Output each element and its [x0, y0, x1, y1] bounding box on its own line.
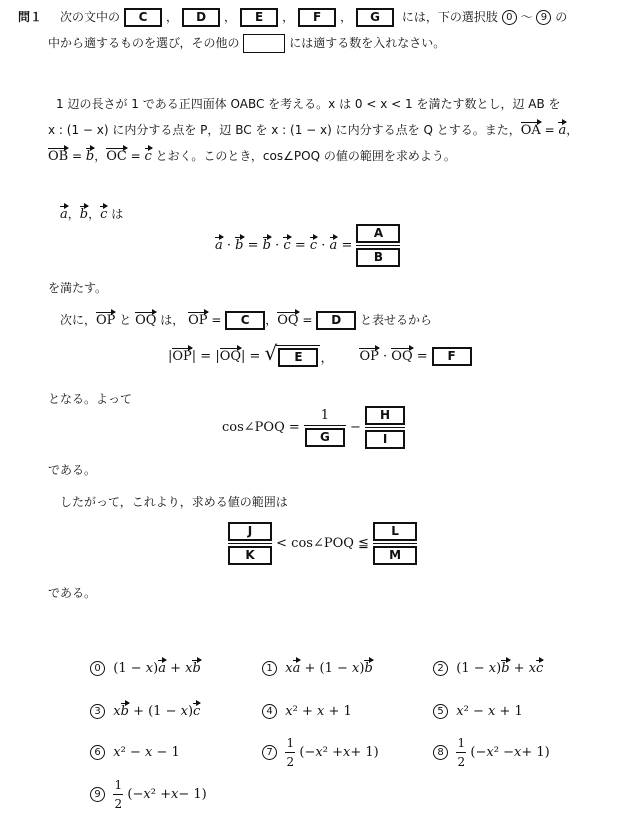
intro-a: 次の文中の	[60, 10, 121, 24]
vec-op-1: OP	[96, 313, 116, 328]
choice-1-num: 1	[262, 661, 277, 676]
vec-c-3: c	[309, 238, 318, 253]
vector-a: a	[558, 123, 567, 138]
vec-a-2: a	[215, 238, 223, 253]
intro-b: には，下の選択肢	[401, 10, 498, 24]
fraction-l-over-m	[373, 522, 417, 565]
answer-box-f[interactable]: F	[432, 347, 472, 366]
answer-box-j[interactable]: J	[228, 522, 272, 541]
vec-op-4: OP	[359, 348, 379, 364]
step-6-line: したがって，これより，求める値の範囲は	[60, 495, 288, 509]
step-3-d: と表せるから	[360, 313, 433, 327]
vector-c: c	[144, 149, 152, 164]
choice-range-from: 0	[502, 10, 517, 25]
range-middle: < cos∠POQ ≦	[276, 536, 369, 551]
cos-equation: cos∠POQ = $\frac{1}{G}$ − $\frac{H}{I}$	[222, 406, 405, 449]
vec-a-3: a	[329, 238, 338, 253]
choice-0-num: 0	[90, 661, 105, 676]
choice-6[interactable]: 6 x² − x − 1	[90, 745, 180, 760]
choice-range-to: 9	[536, 10, 551, 25]
vector-b: b	[85, 149, 95, 164]
range-inequality	[228, 522, 417, 565]
half-8: $\frac{1}{2}$	[457, 736, 466, 769]
answer-box-a[interactable]: A	[356, 224, 400, 243]
vec-b-2: b	[235, 238, 244, 253]
half-9: $\frac{1}{2}$	[114, 778, 123, 811]
choice-7[interactable]: 7 $\frac{1}{2}$ (− x ² + x + 1)	[262, 736, 379, 769]
vector-oc: OC	[106, 149, 127, 164]
step-3-line: 次に，OP と OQ は， OP = C ，OQ = D と表せるから	[60, 313, 433, 328]
choice-3[interactable]: 3 xb + (1 − x)c	[90, 704, 200, 719]
vec-a-1: a	[60, 207, 68, 222]
problem-line-2-text: x : (1 − x) に内分する点を P，辺 BC を x : (1 − x) に内分する点を Q とする。また，	[48, 123, 521, 137]
answer-box-c-header[interactable]: C	[124, 8, 162, 27]
choice-5[interactable]: 5 x² − x + 1	[433, 704, 523, 719]
vector-ob: OB	[48, 149, 69, 164]
choice-2-num: 2	[433, 661, 448, 676]
vec-oq-3: OQ	[219, 348, 242, 364]
answer-box-d-header[interactable]: D	[182, 8, 220, 27]
choice-2[interactable]: 2 (1 − x)b + xc	[433, 661, 543, 676]
fraction-a-over-b	[356, 224, 400, 267]
answer-box-f-header[interactable]: F	[298, 8, 336, 27]
problem-label: 問１	[18, 10, 43, 24]
choice-3-num: 3	[90, 704, 105, 719]
choice-9-num: 9	[90, 787, 105, 802]
answer-box-b[interactable]: B	[356, 248, 400, 267]
choice-1[interactable]: 1 xa + (1 − x)b	[262, 661, 373, 676]
vec-c-1: c	[100, 207, 108, 222]
numeric-blank-sample	[243, 34, 285, 53]
vec-b-1: b	[79, 207, 89, 222]
step-3-b: と	[119, 313, 132, 327]
answer-box-g[interactable]: G	[305, 428, 345, 447]
problem-line-2: x : (1 − x) に内分する点を P，辺 BC を x : (1 − x) に内分する点を Q とする。また，OA = a，	[48, 123, 579, 138]
choice-9[interactable]: 9 $\frac{1}{2}$ (− x ² + x − 1)	[90, 778, 207, 811]
choice-4[interactable]: 4 x² + x + 1	[262, 704, 352, 719]
answer-box-k[interactable]: K	[228, 546, 272, 565]
intro-d: の	[555, 10, 568, 24]
vec-op-3: OP	[172, 348, 192, 364]
answer-box-l[interactable]: L	[373, 522, 417, 541]
choice-5-num: 5	[433, 704, 448, 719]
answer-box-i[interactable]: I	[365, 430, 405, 449]
sqrt-e: √ E	[264, 345, 320, 367]
choice-7-num: 7	[262, 745, 277, 760]
header-line-2	[48, 34, 445, 53]
fraction-h-over-i	[365, 406, 405, 449]
half-7: $\frac{1}{2}$	[286, 736, 295, 769]
problem-line-3-text: とおく。このとき，cos∠POQ の値の範囲を求めよう。	[155, 149, 456, 163]
choice-6-num: 6	[90, 745, 105, 760]
vec-c-2: c	[283, 238, 291, 253]
answer-box-e-header[interactable]: E	[240, 8, 278, 27]
answer-box-d[interactable]: D	[316, 311, 356, 330]
vec-op-2: OP	[188, 313, 208, 328]
vec-oq-4: OQ	[391, 348, 413, 364]
choice-8-num: 8	[433, 745, 448, 760]
step-1-text: は	[111, 207, 124, 221]
step-4-line: となる。よって	[48, 392, 133, 406]
vec-oq-1: OQ	[135, 313, 157, 328]
choice-0[interactable]: 0 (1 − x)a + xb	[90, 661, 201, 676]
answer-box-e[interactable]: E	[278, 348, 318, 367]
magnitude-equation: | OP | = | OQ | = √ E ， OP · OQ = F	[168, 345, 472, 367]
problem-line-1: 1 辺の長さが 1 である正四面体 OABC を考える。x は 0 < x < 1 を満たす数とし，辺 AB を	[56, 97, 561, 111]
fraction-1-over-g	[304, 408, 346, 447]
step-1-line: a，b，c は	[60, 207, 124, 222]
answer-box-g-header[interactable]: G	[356, 8, 394, 27]
choice-4-num: 4	[262, 704, 277, 719]
dot-product-equation: a · b = b · c = c · a = $\frac{A}{B}$	[215, 224, 400, 267]
intro-c: 〜	[520, 10, 533, 24]
line2-b: には適する数を入れなさい。	[289, 36, 446, 50]
step-2-line: を満たす。	[48, 281, 108, 295]
fraction-j-over-k	[228, 522, 272, 565]
vector-oa: OA	[520, 123, 541, 138]
answer-box-c[interactable]: C	[225, 311, 265, 330]
step-3-c: は，	[160, 313, 185, 327]
vec-b-3: b	[262, 238, 271, 253]
vec-oq-2: OQ	[277, 313, 299, 328]
problem-line-3: OB = b，OC = c とおく。このとき，cos∠POQ の値の範囲を求めよう。	[48, 149, 456, 164]
answer-box-m[interactable]: M	[373, 546, 417, 565]
choice-8[interactable]: 8 $\frac{1}{2}$ (− x ² − x + 1)	[433, 736, 550, 769]
cos-label: cos∠POQ =	[222, 420, 300, 435]
step-5-line: である。	[48, 463, 97, 477]
numerator-one: 1	[320, 408, 330, 423]
step-7-line: である。	[48, 586, 97, 600]
line2-a: 中から適するものを選び，その他の	[48, 36, 240, 50]
header-line-1: 問１ 次の文中の C ， D ， E ， F ， G には，下の選択肢 0 〜 9 の	[18, 8, 567, 27]
answer-box-h[interactable]: H	[365, 406, 405, 425]
step-3-a: 次に，	[60, 313, 97, 327]
